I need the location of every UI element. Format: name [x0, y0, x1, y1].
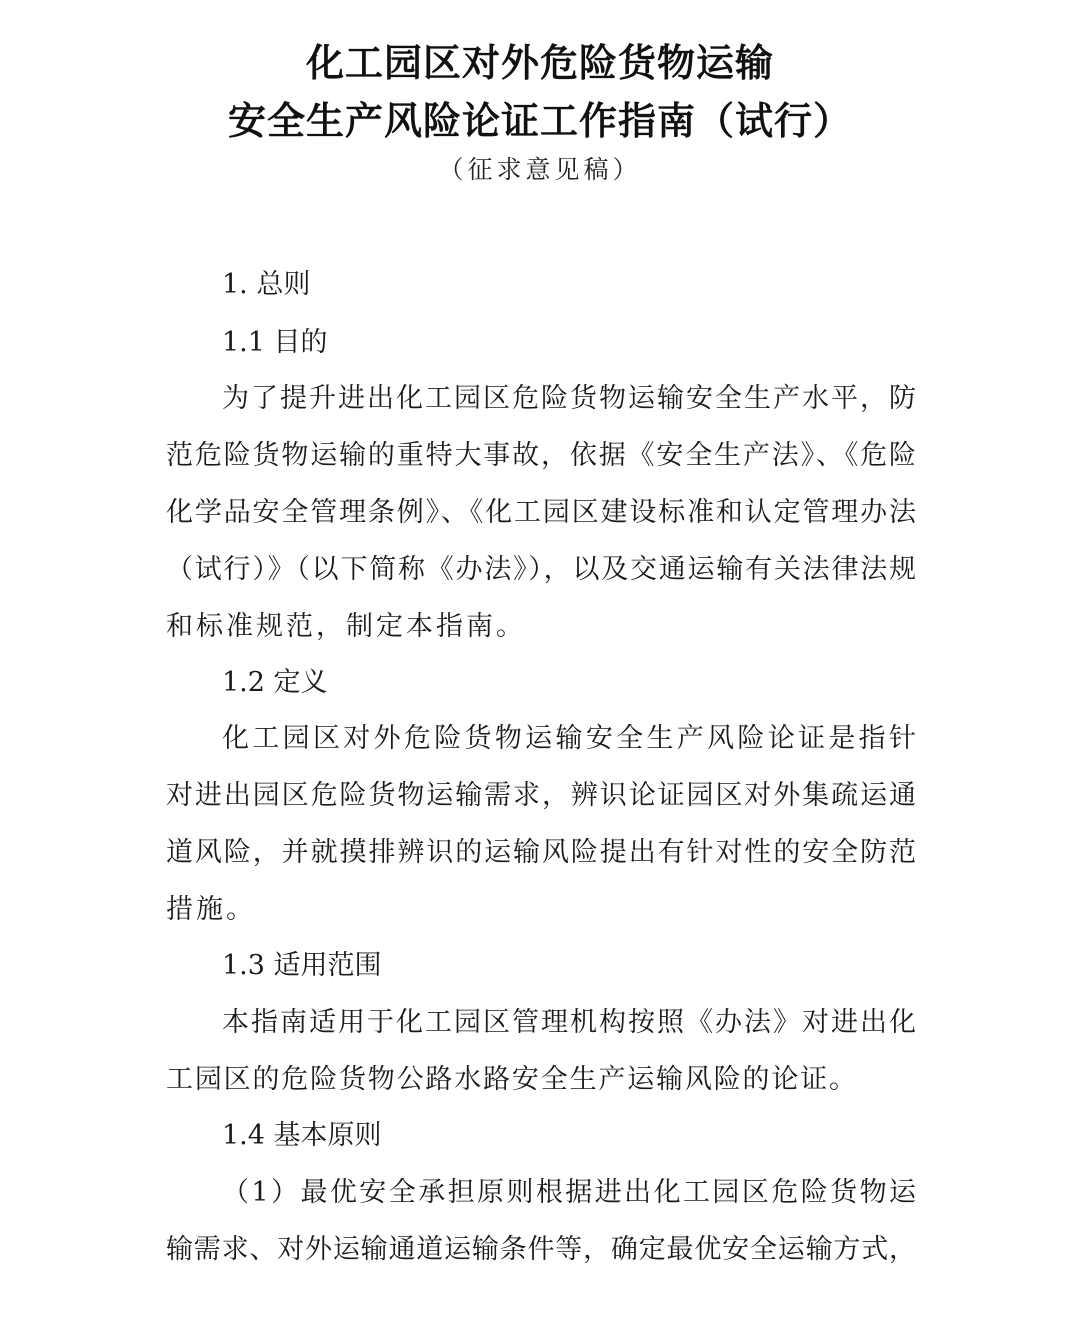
document-title-line-2: 安全生产风险论证工作指南（试行） [227, 99, 852, 143]
paragraph-line: 化工园区对外危险货物运输安全生产风险论证是指针 [222, 723, 916, 754]
paragraph-line: 工园区的危险货物公路水路安全生产运输风险的论证。 [166, 1064, 856, 1095]
section-1-heading [222, 262, 310, 301]
paragraph-line: 范危险货物运输的重特大事故，依据《安全生产法》、《危险 [166, 440, 916, 471]
section-1-4-heading: 1.4 基本原则 [222, 1120, 382, 1151]
paragraph-line: 对进出园区危险货物运输需求，辨识论证园区对外集疏运通 [166, 780, 916, 811]
paragraph-line: 化学品安全管理条例》、《化工园区建设标准和认定管理办法 [166, 497, 916, 528]
paragraph-line: （1）最优安全承担原则根据进出化工园区危险货物运 [222, 1177, 916, 1208]
paragraph-line: （试行）》（以下简称《办法》），以及交通运输有关法律法规 [166, 554, 916, 585]
section-1-1-heading: 1.1 目的 [222, 327, 328, 358]
paragraph-line: 为了提升进出化工园区危险货物运输安全生产水平，防 [222, 383, 916, 414]
paragraph-line: 和标准规范，制定本指南。 [166, 611, 526, 642]
document-subtitle: （征求意见稿） [438, 155, 642, 184]
section-1-3-heading: 1.3 适用范围 [222, 950, 382, 981]
paragraph-line: 本指南适用于化工园区管理机构按照《办法》对进出化 [222, 1007, 916, 1038]
document-title-line-1: 化工园区对外危险货物运输 [305, 41, 774, 85]
paragraph-line: 输需求、对外运输通道运输条件等，确定最优安全运输方式， [166, 1234, 916, 1265]
section-1-heading-text: 1. 总则 [222, 269, 311, 300]
paragraph-line: 道风险，并就摸排辨识的运输风险提出有针对性的安全防范 [166, 837, 916, 868]
section-1-2-heading: 1.2 定义 [222, 667, 328, 698]
paragraph-line: 措施。 [166, 894, 256, 925]
